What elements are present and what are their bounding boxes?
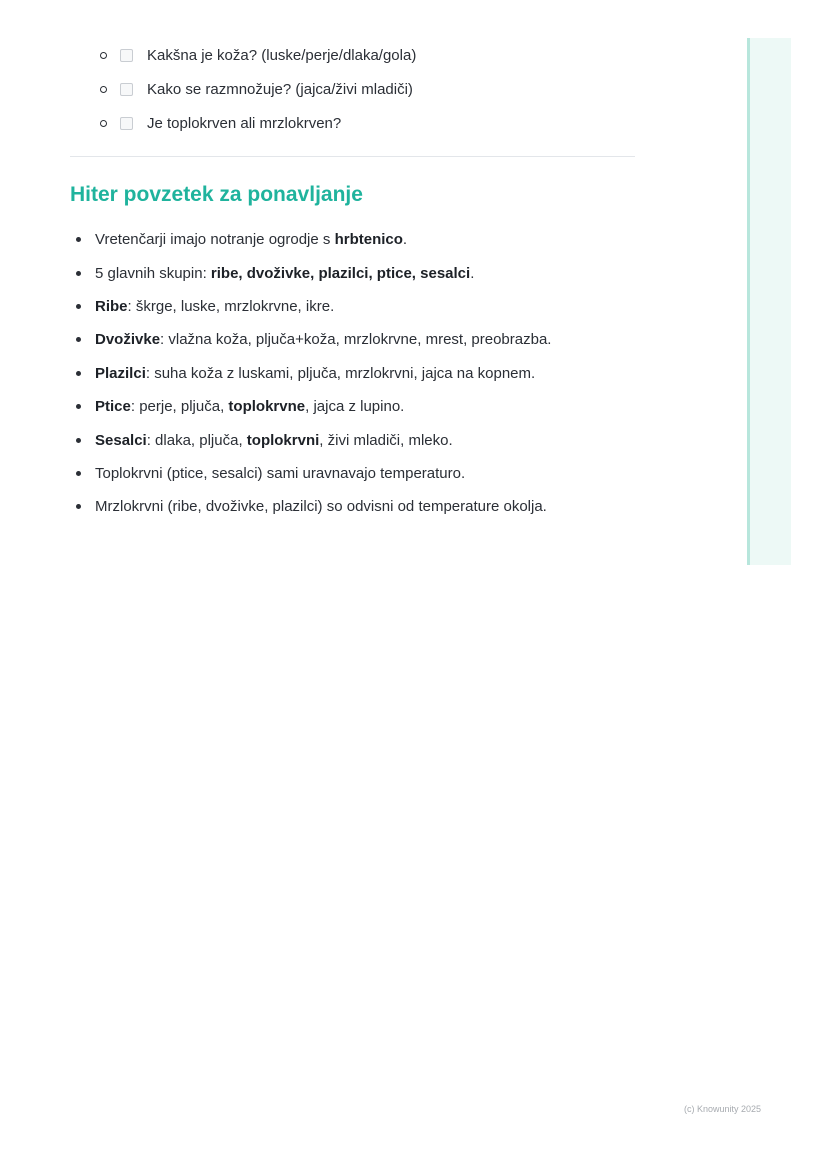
bullet-icon: [76, 337, 81, 342]
checklist-item-label: Kakšna je koža? (luske/perje/dlaka/gola): [147, 46, 417, 64]
list-item: [76, 290, 551, 323]
bullet-icon: [76, 504, 81, 509]
list-item: [76, 390, 551, 423]
list-item: [76, 256, 551, 289]
list-item: [76, 457, 551, 490]
checkbox[interactable]: [120, 117, 133, 130]
list-item: [76, 323, 551, 356]
list-item-text: Plazilci: suha koža z luskami, pljuča, mrzlokrvni, jajca na kopnem.: [95, 364, 536, 382]
circle-bullet-icon: [100, 52, 107, 59]
copyright-footer: (c) Knowunity 2025: [684, 1104, 762, 1114]
summary-list: [76, 223, 551, 524]
bullet-icon: [76, 404, 81, 409]
list-item-text: Dvoživke: vlažna koža, pljuča+koža, mrzlokrvne, mrest, preobrazba.: [95, 331, 552, 349]
checkbox[interactable]: [120, 83, 133, 96]
bullet-icon: [76, 371, 81, 376]
checklist-item-label: Kako se razmnožuje? (jajca/živi mladiči): [147, 80, 413, 98]
circle-bullet-icon: [100, 120, 107, 127]
bullet-icon: [76, 471, 81, 476]
list-item-text: Mrzlokrvni (ribe, dvoživke, plazilci) so odvisni od temperature okolja.: [95, 498, 547, 516]
checklist-item: [100, 38, 416, 72]
checklist-item: [100, 106, 416, 140]
circle-bullet-icon: [100, 86, 107, 93]
bullet-icon: [76, 438, 81, 443]
list-item-text: 5 glavnih skupin: ribe, dvoživke, plazilci, ptice, sesalci.: [95, 264, 475, 282]
bullet-icon: [76, 304, 81, 309]
list-item-text: Ptice: perje, pljuča, toplokrvne, jajca z lupino.: [95, 398, 405, 416]
list-item-text: Vretenčarji imajo notranje ogrodje s hrbtenico.: [95, 231, 408, 249]
section-heading: Hiter povzetek za ponavljanje: [70, 183, 363, 206]
checklist-item: [100, 72, 416, 106]
list-item-text: Toplokrvni (ptice, sesalci) sami uravnavajo temperaturo.: [95, 464, 466, 482]
list-item-text: Sesalci: dlaka, pljuča, toplokrvni, živi mladiči, mleko.: [95, 431, 453, 449]
bullet-icon: [76, 237, 81, 242]
side-panel: [747, 38, 791, 565]
checklist-item-label: Je toplokrven ali mrzlokrven?: [147, 114, 342, 132]
checkbox[interactable]: [120, 49, 133, 62]
bullet-icon: [76, 271, 81, 276]
list-item: [76, 490, 551, 523]
list-item-text: Ribe: škrge, luske, mrzlokrvne, ikre.: [95, 297, 335, 315]
list-item: [76, 357, 551, 390]
divider: [70, 156, 635, 157]
checklist: [100, 38, 416, 140]
list-item: [76, 423, 551, 456]
list-item: [76, 223, 551, 256]
